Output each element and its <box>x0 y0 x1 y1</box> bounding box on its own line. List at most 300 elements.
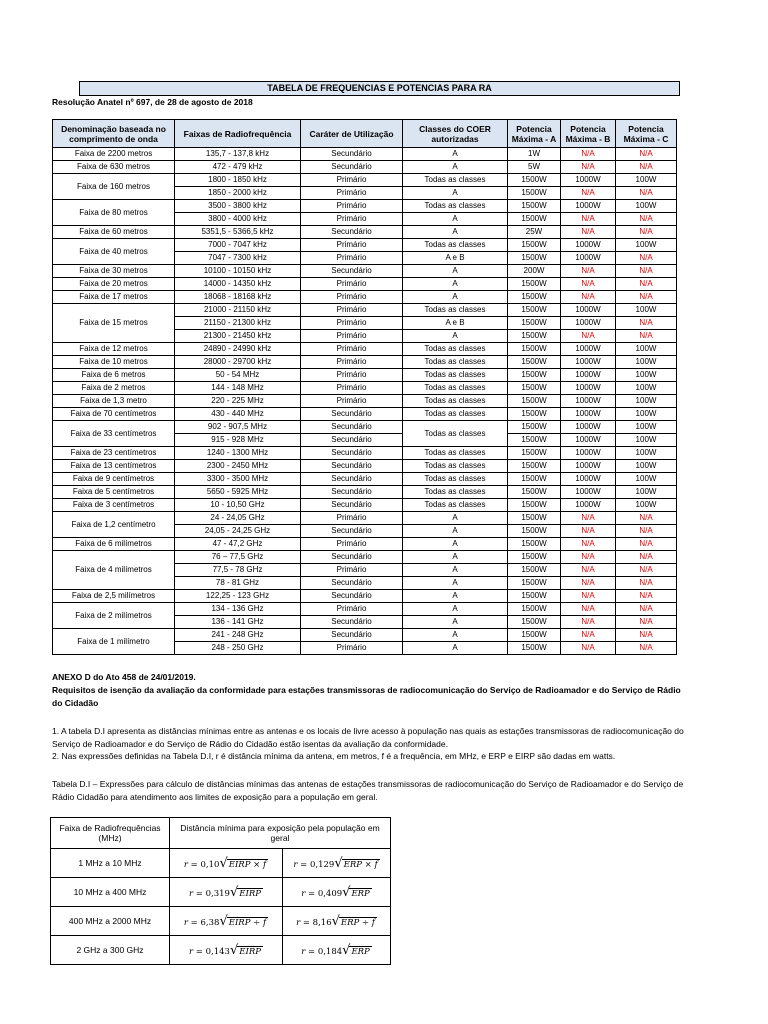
classes-cell: A <box>403 616 508 629</box>
power-a-cell: 1500W <box>508 551 561 564</box>
classes-cell: A <box>403 642 508 655</box>
erp-formula-cell <box>283 936 391 965</box>
band-name-cell: Faixa de 60 metros <box>53 226 175 239</box>
formula-variable: r = <box>183 859 201 870</box>
frequency-power-table <box>52 119 677 655</box>
power-a-cell: 1500W <box>508 369 561 382</box>
usage-cell: Primário <box>301 603 403 616</box>
power-b-cell: 1000W <box>561 395 616 408</box>
formula-radicand: ERP <box>351 888 370 899</box>
power-a-cell: 1500W <box>508 499 561 512</box>
square-root-icon: √ <box>219 855 228 871</box>
band-name-cell: Faixa de 6 milímetros <box>53 538 175 551</box>
classes-cell: A <box>403 291 508 304</box>
usage-cell: Secundário <box>301 148 403 161</box>
frequency-cell: 472 - 479 kHz <box>175 161 301 174</box>
usage-cell: Secundário <box>301 577 403 590</box>
classes-cell: A <box>403 525 508 538</box>
power-a-cell: 1500W <box>508 382 561 395</box>
frequency-cell: 1850 - 2000 kHz <box>175 187 301 200</box>
power-b-cell: N/A <box>561 603 616 616</box>
power-c-cell: N/A <box>616 642 677 655</box>
power-a-cell: 1500W <box>508 616 561 629</box>
band-name-cell: Faixa de 17 metros <box>53 291 175 304</box>
formula-variable: r = <box>301 946 318 957</box>
band-name-cell: Faixa de 2 metros <box>53 382 175 395</box>
table-row <box>53 551 677 564</box>
power-b-cell: 1000W <box>561 304 616 317</box>
power-a-cell: 1500W <box>508 525 561 538</box>
power-a-cell: 1500W <box>508 343 561 356</box>
formula-radicand: ERP × f <box>343 859 378 870</box>
formula-variable: r = <box>189 888 206 899</box>
frequency-cell: 241 - 248 GHz <box>175 629 301 642</box>
formula-row <box>51 907 391 936</box>
formula-radicand: EIRP × f <box>228 859 267 870</box>
band-name-cell: Faixa de 80 metros <box>53 200 175 226</box>
band-name-cell: Faixa de 4 milímetros <box>53 551 175 590</box>
header-power-c: Potencia Máxima - C <box>616 120 677 148</box>
power-a-cell: 1500W <box>508 291 561 304</box>
table-row <box>53 343 677 356</box>
power-b-cell: N/A <box>561 213 616 226</box>
classes-cell: A <box>403 161 508 174</box>
classes-cell: Todas as classes <box>403 239 508 252</box>
power-b-cell: N/A <box>561 161 616 174</box>
power-b-cell: 1000W <box>561 252 616 265</box>
power-b-cell: N/A <box>561 187 616 200</box>
formula-radicand: EIRP <box>239 946 261 957</box>
table-row <box>53 473 677 486</box>
frequency-range-cell: 1 MHz a 10 MHz <box>51 849 170 878</box>
frequency-cell: 248 - 250 GHz <box>175 642 301 655</box>
power-a-cell: 1500W <box>508 174 561 187</box>
power-c-cell: 100W <box>616 486 677 499</box>
square-root-icon: √ <box>334 855 343 871</box>
power-a-cell: 1500W <box>508 356 561 369</box>
formula-body <box>51 849 391 965</box>
power-a-cell: 1500W <box>508 486 561 499</box>
frequency-cell: 122,25 - 123 GHz <box>175 590 301 603</box>
usage-cell: Primário <box>301 538 403 551</box>
power-c-cell: N/A <box>616 577 677 590</box>
usage-cell: Secundário <box>301 486 403 499</box>
power-c-cell: N/A <box>616 564 677 577</box>
erp-formula-cell <box>283 878 391 907</box>
power-a-cell: 1500W <box>508 395 561 408</box>
resolution-subtitle: Resolução Anatel nº 697, de 28 de agosto de 2018 <box>52 97 253 107</box>
band-name-cell: Faixa de 70 centímetros <box>53 408 175 421</box>
power-c-cell: N/A <box>616 187 677 200</box>
table-row <box>53 603 677 616</box>
table-row <box>53 174 677 187</box>
formula-coefficient: 8,16 <box>312 917 332 928</box>
band-name-cell: Faixa de 40 metros <box>53 239 175 265</box>
frequency-cell: 3500 - 3800 kHz <box>175 200 301 213</box>
frequency-cell: 21150 - 21300 kHz <box>175 317 301 330</box>
power-c-cell: 100W <box>616 421 677 434</box>
power-c-cell: N/A <box>616 148 677 161</box>
power-c-cell: 100W <box>616 174 677 187</box>
classes-cell: A <box>403 590 508 603</box>
frequency-cell: 5351,5 - 5366,5 kHz <box>175 226 301 239</box>
band-name-cell: Faixa de 3 centímetros <box>53 499 175 512</box>
usage-cell: Secundário <box>301 265 403 278</box>
usage-cell: Primário <box>301 213 403 226</box>
power-a-cell: 1500W <box>508 447 561 460</box>
square-root-icon: √ <box>229 884 239 900</box>
power-b-cell: N/A <box>561 291 616 304</box>
classes-cell: Todas as classes <box>403 460 508 473</box>
classes-cell: Todas as classes <box>403 486 508 499</box>
power-b-cell: 1000W <box>561 239 616 252</box>
power-a-cell: 1500W <box>508 512 561 525</box>
band-name-cell: Faixa de 1,3 metro <box>53 395 175 408</box>
classes-cell: A <box>403 226 508 239</box>
power-a-cell: 1W <box>508 148 561 161</box>
eirp-formula-cell <box>170 878 283 907</box>
square-root-icon: √ <box>331 913 340 929</box>
power-b-cell: N/A <box>561 265 616 278</box>
power-c-cell: N/A <box>616 525 677 538</box>
power-a-cell: 1500W <box>508 629 561 642</box>
power-c-cell: N/A <box>616 265 677 278</box>
formula-row <box>51 936 391 965</box>
table-row <box>53 265 677 278</box>
frequency-cell: 3800 - 4000 kHz <box>175 213 301 226</box>
power-c-cell: N/A <box>616 629 677 642</box>
power-a-cell: 1500W <box>508 473 561 486</box>
formula-coefficient: 6,38 <box>200 917 220 928</box>
classes-cell: Todas as classes <box>403 356 508 369</box>
classes-cell: A <box>403 564 508 577</box>
band-name-cell: Faixa de 10 metros <box>53 356 175 369</box>
classes-cell: A <box>403 330 508 343</box>
usage-cell: Primário <box>301 382 403 395</box>
classes-cell: A <box>403 551 508 564</box>
formula-radicand: EIRP <box>239 888 261 899</box>
classes-cell: A e B <box>403 317 508 330</box>
band-name-cell: Faixa de 23 centímetros <box>53 447 175 460</box>
band-name-cell: Faixa de 30 metros <box>53 265 175 278</box>
power-b-cell: N/A <box>561 642 616 655</box>
band-name-cell: Faixa de 12 metros <box>53 343 175 356</box>
formula-variable: r = <box>189 946 206 957</box>
band-name-cell: Faixa de 2,5 milímetros <box>53 590 175 603</box>
table-row <box>53 239 677 252</box>
formula-variable: r = <box>296 917 313 928</box>
classes-cell: A <box>403 148 508 161</box>
power-c-cell: 100W <box>616 460 677 473</box>
band-name-cell: Faixa de 1 milímetro <box>53 629 175 655</box>
erp-formula-cell <box>283 907 391 936</box>
header-power-b: Potencia Máxima - B <box>561 120 616 148</box>
frequency-cell: 135,7 - 137,8 kHz <box>175 148 301 161</box>
band-name-cell: Faixa de 1,2 centímetro <box>53 512 175 538</box>
frequency-cell: 47 - 47,2 GHz <box>175 538 301 551</box>
table-row <box>53 590 677 603</box>
classes-cell: A <box>403 278 508 291</box>
frequency-cell: 7000 - 7047 kHz <box>175 239 301 252</box>
frequency-cell: 144 - 148 MHz <box>175 382 301 395</box>
table-row <box>53 629 677 642</box>
classes-cell: A <box>403 213 508 226</box>
power-a-cell: 1500W <box>508 590 561 603</box>
usage-cell: Primário <box>301 564 403 577</box>
frequency-cell: 3300 - 3500 MHz <box>175 473 301 486</box>
power-a-cell: 1500W <box>508 304 561 317</box>
power-c-cell: 100W <box>616 382 677 395</box>
classes-cell: A <box>403 629 508 642</box>
power-c-cell: N/A <box>616 317 677 330</box>
square-root-icon: √ <box>219 913 228 929</box>
usage-cell: Primário <box>301 239 403 252</box>
classes-cell: A <box>403 512 508 525</box>
power-c-cell: N/A <box>616 330 677 343</box>
annex-item-2: 2. Nas expressões definidas na Tabela D.I, r é distância mínima da antena, em metros, f é a frequência, em MHz, e ERP e EIRP são dadas em watts. <box>52 751 616 761</box>
power-a-cell: 1500W <box>508 330 561 343</box>
power-b-cell: 1000W <box>561 174 616 187</box>
power-c-cell: N/A <box>616 590 677 603</box>
power-b-cell: N/A <box>561 577 616 590</box>
table-row <box>53 278 677 291</box>
power-b-cell: 1000W <box>561 473 616 486</box>
usage-cell: Primário <box>301 642 403 655</box>
classes-cell: Todas as classes <box>403 304 508 317</box>
power-b-cell: 1000W <box>561 369 616 382</box>
erp-formula-cell <box>283 849 391 878</box>
power-c-cell: 100W <box>616 356 677 369</box>
formula-radicand: ERP <box>351 946 370 957</box>
table-row <box>53 226 677 239</box>
usage-cell: Secundário <box>301 161 403 174</box>
header-usage: Caráter de Utilização <box>301 120 403 148</box>
power-a-cell: 1500W <box>508 564 561 577</box>
frequency-cell: 1800 - 1850 kHz <box>175 174 301 187</box>
header-classes: Classes do COER autorizadas <box>403 120 508 148</box>
frequency-cell: 24890 - 24990 kHz <box>175 343 301 356</box>
power-a-cell: 1500W <box>508 187 561 200</box>
power-b-cell: N/A <box>561 551 616 564</box>
usage-cell: Secundário <box>301 551 403 564</box>
power-c-cell: 100W <box>616 239 677 252</box>
frequency-cell: 7047 - 7300 kHz <box>175 252 301 265</box>
eirp-formula-cell <box>170 907 283 936</box>
usage-cell: Secundário <box>301 421 403 434</box>
power-a-cell: 1500W <box>508 239 561 252</box>
usage-cell: Secundário <box>301 408 403 421</box>
power-c-cell: 100W <box>616 408 677 421</box>
formula-table-caption: Tabela D.I – Expressões para cálculo de distâncias mínimas das antenas de estações transmissoras de radiocomunicação do Serviço de Radioamador e do Serviço de Rádio Cidadão para atendimento aos limites de exposição para a população em geral. <box>52 779 684 802</box>
power-a-cell: 1500W <box>508 434 561 447</box>
power-c-cell: 100W <box>616 304 677 317</box>
power-a-cell: 1500W <box>508 213 561 226</box>
header-power-a: Potencia Máxima - A <box>508 120 561 148</box>
table-row <box>53 538 677 551</box>
classes-cell: Todas as classes <box>403 421 508 447</box>
formula-row <box>51 878 391 907</box>
band-name-cell: Faixa de 160 metros <box>53 174 175 200</box>
frequency-cell: 21000 - 21150 kHz <box>175 304 301 317</box>
power-b-cell: 1000W <box>561 460 616 473</box>
frequency-cell: 5650 - 5925 MHz <box>175 486 301 499</box>
table-row <box>53 486 677 499</box>
classes-cell: A <box>403 603 508 616</box>
formula-coefficient: 0,184 <box>317 946 343 957</box>
usage-cell: Secundário <box>301 525 403 538</box>
usage-cell: Primário <box>301 291 403 304</box>
power-c-cell: N/A <box>616 616 677 629</box>
frequency-cell: 2300 - 2450 MHz <box>175 460 301 473</box>
table-row <box>53 512 677 525</box>
table-row <box>53 369 677 382</box>
formula-coefficient: 0,10 <box>200 859 220 870</box>
annex-heading: ANEXO D do Ato 458 de 24/01/2019. <box>52 672 196 682</box>
power-b-cell: N/A <box>561 512 616 525</box>
frequency-cell: 78 - 81 GHz <box>175 577 301 590</box>
eirp-formula-cell <box>170 849 283 878</box>
annex-item-1: 1. A tabela D.I apresenta as distâncias mínimas entre as antenas e os locais de livre acesso à população nas quais as estações transmissoras de radiocomunicação do Serviço de Radioamador e do Serviço de Rádio do Cidadão estão isentas da avaliação da conformidade. <box>52 726 684 749</box>
frequency-cell: 1240 - 1300 MHz <box>175 447 301 460</box>
formula-coefficient: 0,409 <box>317 888 343 899</box>
frequency-range-cell: 2 GHz a 300 GHz <box>51 936 170 965</box>
formula-coefficient: 0,319 <box>205 888 230 899</box>
usage-cell: Secundário <box>301 616 403 629</box>
frequency-cell: 21300 - 21450 kHz <box>175 330 301 343</box>
usage-cell: Primário <box>301 512 403 525</box>
power-b-cell: N/A <box>561 564 616 577</box>
power-b-cell: N/A <box>561 538 616 551</box>
power-c-cell: N/A <box>616 603 677 616</box>
usage-cell: Secundário <box>301 434 403 447</box>
classes-cell: A e B <box>403 252 508 265</box>
power-b-cell: N/A <box>561 226 616 239</box>
power-b-cell: N/A <box>561 629 616 642</box>
power-b-cell: 1000W <box>561 499 616 512</box>
frequency-cell: 902 - 907,5 MHz <box>175 421 301 434</box>
usage-cell: Primário <box>301 369 403 382</box>
table-row <box>53 408 677 421</box>
eirp-formula-cell <box>170 936 283 965</box>
band-name-cell: Faixa de 9 centímetros <box>53 473 175 486</box>
power-b-cell: N/A <box>561 590 616 603</box>
frequency-cell: 76 – 77,5 GHz <box>175 551 301 564</box>
band-name-cell: Faixa de 13 centímetros <box>53 460 175 473</box>
table-row <box>53 200 677 213</box>
formula-header-range: Faixa de Radiofrequências (MHz) <box>51 818 170 849</box>
document-title: TABELA DE FREQUENCIAS E POTENCIAS PARA RA <box>79 81 680 96</box>
power-c-cell: N/A <box>616 161 677 174</box>
classes-cell: Todas as classes <box>403 343 508 356</box>
classes-cell: A <box>403 577 508 590</box>
usage-cell: Primário <box>301 304 403 317</box>
power-a-cell: 1500W <box>508 317 561 330</box>
power-a-cell: 1500W <box>508 200 561 213</box>
power-a-cell: 1500W <box>508 577 561 590</box>
usage-cell: Secundário <box>301 447 403 460</box>
power-c-cell: N/A <box>616 538 677 551</box>
table-row <box>53 291 677 304</box>
power-c-cell: N/A <box>616 278 677 291</box>
table-row <box>53 148 677 161</box>
usage-cell: Secundário <box>301 629 403 642</box>
band-name-cell: Faixa de 6 metros <box>53 369 175 382</box>
usage-cell: Primário <box>301 317 403 330</box>
power-a-cell: 5W <box>508 161 561 174</box>
formula-variable: r = <box>293 859 310 870</box>
band-name-cell: Faixa de 15 metros <box>53 304 175 343</box>
power-a-cell: 1500W <box>508 278 561 291</box>
formula-header-row <box>51 818 391 849</box>
frequency-cell: 220 - 225 MHz <box>175 395 301 408</box>
formula-header-distance: Distância mínima para exposição pela população em geral <box>170 818 391 849</box>
table-row <box>53 304 677 317</box>
power-b-cell: 1000W <box>561 356 616 369</box>
power-a-cell: 1500W <box>508 538 561 551</box>
usage-cell: Primário <box>301 174 403 187</box>
frequency-cell: 28000 - 29700 kHz <box>175 356 301 369</box>
table-row <box>53 447 677 460</box>
formula-coefficient: 0,143 <box>205 946 230 957</box>
classes-cell: A <box>403 265 508 278</box>
power-b-cell: N/A <box>561 616 616 629</box>
usage-cell: Primário <box>301 343 403 356</box>
band-name-cell: Faixa de 33 centímetros <box>53 421 175 447</box>
frequency-cell: 915 - 928 MHz <box>175 434 301 447</box>
band-name-cell: Faixa de 630 metros <box>53 161 175 174</box>
square-root-icon: √ <box>342 942 351 958</box>
frequency-range-cell: 10 MHz a 400 MHz <box>51 878 170 907</box>
usage-cell: Primário <box>301 330 403 343</box>
power-c-cell: N/A <box>616 291 677 304</box>
classes-cell: Todas as classes <box>403 174 508 187</box>
usage-cell: Primário <box>301 252 403 265</box>
power-c-cell: N/A <box>616 213 677 226</box>
power-b-cell: 1000W <box>561 434 616 447</box>
classes-cell: Todas as classes <box>403 499 508 512</box>
table-body <box>53 148 677 655</box>
power-b-cell: 1000W <box>561 200 616 213</box>
power-b-cell: N/A <box>561 278 616 291</box>
classes-cell: Todas as classes <box>403 408 508 421</box>
frequency-cell: 430 - 440 MHz <box>175 408 301 421</box>
annex-requirements: Requisitos de isenção da avaliação da conformidade para estações transmissoras de radiocomunicação do Serviço de Radioamador e do Serviço de Rádio do Cidadão <box>52 685 681 708</box>
power-a-cell: 1500W <box>508 642 561 655</box>
power-a-cell: 1500W <box>508 603 561 616</box>
power-b-cell: 1000W <box>561 408 616 421</box>
frequency-cell: 10 - 10,50 GHz <box>175 499 301 512</box>
power-c-cell: 100W <box>616 499 677 512</box>
table-row <box>53 421 677 434</box>
power-c-cell: 100W <box>616 473 677 486</box>
table-row <box>53 460 677 473</box>
power-c-cell: N/A <box>616 512 677 525</box>
frequency-cell: 134 - 136 GHz <box>175 603 301 616</box>
power-a-cell: 1500W <box>508 460 561 473</box>
formula-coefficient: 0,129 <box>309 859 335 870</box>
power-b-cell: 1000W <box>561 317 616 330</box>
square-root-icon: √ <box>229 942 239 958</box>
power-c-cell: N/A <box>616 226 677 239</box>
power-c-cell: 100W <box>616 395 677 408</box>
power-b-cell: N/A <box>561 330 616 343</box>
table-row <box>53 382 677 395</box>
formula-radicand: EIRP ÷ f <box>228 917 267 928</box>
table-row <box>53 161 677 174</box>
power-c-cell: 100W <box>616 343 677 356</box>
frequency-cell: 10100 - 10150 kHz <box>175 265 301 278</box>
power-a-cell: 200W <box>508 265 561 278</box>
